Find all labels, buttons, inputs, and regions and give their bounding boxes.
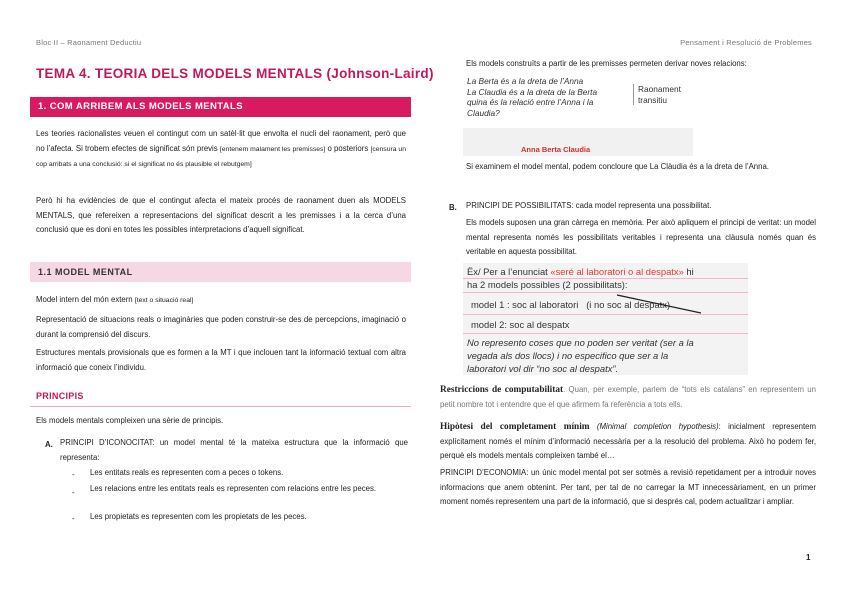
iconocitat-item-1: Les entitats reals es representen com a peces o tokens.: [90, 468, 284, 477]
paragraph-text: o posteriors: [327, 143, 369, 153]
subsection-heading: 1.1 MODEL MENTAL: [38, 267, 133, 277]
principis-intro: Els models mentals compleixen una sèrie de principis.: [36, 416, 224, 425]
possibilities-figure: [463, 263, 748, 375]
restriccions-text: . Quan, per exemple, parlem de “tots els catalans” en representem un petit nombre tot i entendre que el que afirmem fa referència a tots ells.: [440, 385, 816, 409]
bullet-dash: -: [72, 514, 75, 523]
figure-quote: «seré al laboratori o al despatx»: [550, 266, 684, 277]
hipotesi-english: (Minimal completion hypothesis): [589, 422, 719, 431]
running-header-left: Bloc II – Raonament Deductiu: [36, 38, 142, 47]
premise-line: quina és la relació entre l’Anna i la: [467, 97, 594, 107]
principis-heading: PRINCIPIS: [36, 391, 84, 401]
principi-economia: PRINCIPI D’ECONOMIA: un únic model mental pot ser sotmès a revisió repetidament per a introduir noves informacions que anem obtenint. Per tant, per tal de no carregar la MT innecessàriament, en un primer moment només representem una part de la informació, que si després cal, podem actualitzar i ampliar.: [440, 468, 816, 506]
bullet-dash: -: [72, 488, 75, 497]
principi-iconocitat: PRINCIPI D’ICONOCITAT: un model mental té la mateixa estructura que la informació que representa:: [60, 438, 408, 462]
hipotesi-term: Hipòtesi del completament mínim: [440, 422, 590, 432]
bullet-dash: -: [72, 470, 75, 479]
figure-line-1: [467, 266, 694, 277]
figure-note-3: laboratori vol dir “no soc al despatx”.: [467, 363, 619, 374]
iconocitat-item-3: Les propietats es representen com les propietats de les peces.: [90, 512, 307, 521]
page-number: 1: [806, 553, 811, 562]
paragraph-note: [entenem malament les premisses]: [219, 145, 326, 153]
section-heading: 1. COM ARRIBEM ALS MODELS MENTALS: [38, 101, 243, 112]
models-intro: Els models construïts a partir de les premisses permeten derivar noves relacions:: [466, 59, 747, 68]
premise-line: Claudia?: [467, 107, 500, 118]
figure-rule: [463, 292, 748, 293]
premise-line: La Berta és a la dreta de l’Anna: [467, 76, 584, 86]
premise-line: La Claudia és a la dreta de la Berta: [467, 86, 598, 97]
restriccions-term: Restriccions de computabilitat: [440, 385, 564, 395]
list-marker-b: B.: [449, 203, 457, 212]
model-mental-def1: [36, 293, 406, 309]
definition-note: [text o situació real]: [134, 297, 194, 304]
figure-rule: [463, 333, 748, 334]
figure-side-label: [633, 84, 694, 105]
model-1-crossed: (i no soc al despatx): [586, 299, 671, 310]
model-mental-def3: Estructures mentals provisionals que es formen a la MT i que inclouen tant la informació textual com altra informació que coneix l’individu.: [36, 348, 406, 372]
strike-line-icon: [615, 293, 705, 315]
figure-conclusion: Si examinem el model mental, podem concloure que La Clàudia és a la dreta de l’Anna.: [466, 162, 769, 171]
figure-text: hi: [683, 266, 694, 277]
definition-text: Model intern del món extern: [36, 295, 133, 304]
figure-note-2: vegada als dos llocs) i no especifico que ser a la: [467, 350, 669, 361]
iconocitat-item-2: Les relacions entre les entitats reals es representen com relacions entre les peces.: [90, 484, 377, 493]
model-1-text: model 1 : soc al laboratori: [471, 299, 579, 310]
model-2-line: model 2: soc al despatx: [471, 319, 570, 330]
figure-rule: [463, 314, 748, 315]
hipotesi-text: : inicialment representem explícitament només el mínim d’informació necessària per a la resolució del problema. Això ho podem fer, perquè els models mentals compleixen també el…: [440, 422, 817, 460]
page-title: TEMA 4. TEORIA DELS MODELS MENTALS (Johnson-Laird): [36, 66, 434, 81]
list-marker-a: A.: [45, 440, 53, 449]
subsection-heading-bar: [30, 262, 411, 282]
running-header-right: Pensament i Resolució de Problemes: [680, 38, 812, 47]
section-heading-bar: [30, 97, 411, 117]
paragraph-evidencies: Però hi ha evidències de que el contingut afecta el mateix procés de raonament duen als MODELS MENTALS, que refereixen a representacions del significat descrit a les premisses i a la cerca d’una conclusió que es doni en totes les possibles interpretacions d’aquell significat.: [36, 196, 406, 234]
figure-text: Ëx/ Per a l’enunciat: [467, 266, 551, 277]
paragraph-racionalistes: [36, 127, 406, 173]
paragraph-text: Les teories racionalistes veuen el contingut com un satèl·lit que envolta el nucli del raonament, però que no l’afecta. Si trobem efectes de significat són previs: [36, 129, 406, 153]
principi-possibilitats: PRINCIPI DE POSSIBILITATS: cada model representa una possibilitat.: [466, 201, 712, 210]
paragraph-note: [censura un cop arribats a una conclusió: si el significat no és plausible el rebutgem]: [36, 145, 406, 168]
side-label-line: Raonament: [638, 84, 681, 94]
principi-veritat: Els models suposen una gran càrrega en memòria. Per això apliquem el principi de veritat: un model mental representa només les possibilitats veritables i representa una clàusula només quan és veritable en aquesta possibilitat.: [466, 218, 816, 256]
model-mental-def2: Representació de situacions reals o imaginàries que poden construir-se des de percepcions, imaginació o durant la comprensió del discurs.: [36, 315, 406, 339]
model-names: Anna Berta Claudia: [521, 145, 591, 154]
figure-premises: [467, 76, 632, 118]
hipotesi-paragraph: [440, 420, 816, 464]
figure-note-1: No represento coses que no poden ser veritat (ser a la: [467, 337, 694, 348]
restriccions-paragraph: [440, 383, 816, 412]
side-label-line: transitiu: [638, 94, 668, 105]
transitive-reasoning-figure: [463, 74, 693, 156]
heading-underline: [30, 406, 411, 407]
figure-line-2: ha 2 models possibles (2 possibilitats):: [467, 279, 628, 290]
